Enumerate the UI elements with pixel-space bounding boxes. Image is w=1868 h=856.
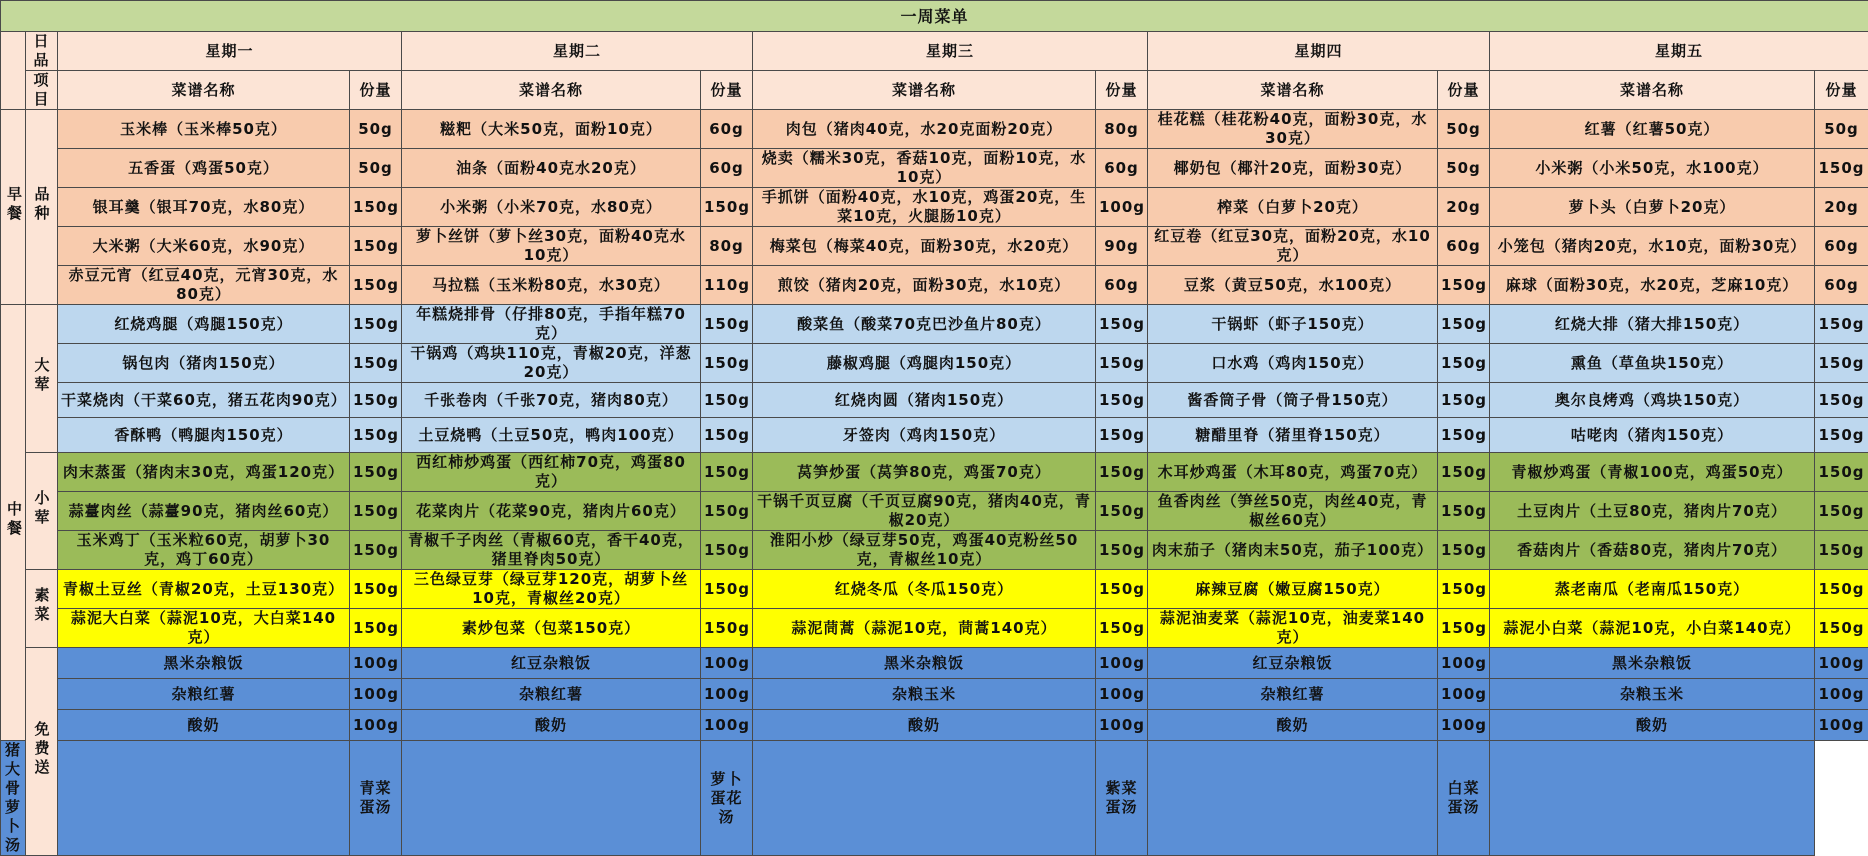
- category-label-veg: 素菜: [26, 570, 58, 648]
- qty-col-header: 份量: [350, 71, 402, 110]
- dish-qty-cell: 150g: [1096, 609, 1148, 648]
- dish-qty-cell: 150g: [350, 383, 402, 418]
- dish-qty-cell: 20g: [1438, 188, 1490, 227]
- dish-name-cell: 赤豆元宵（红豆40克，元宵30克，水80克）: [58, 266, 350, 305]
- dish-name-cell: 熏鱼（草鱼块150克）: [1490, 344, 1815, 383]
- menu-row: [1, 609, 1868, 648]
- dish-name-cell: 煎饺（猪肉20克，面粉30克，水10克）: [753, 266, 1096, 305]
- dish-qty-cell: [402, 741, 701, 856]
- dish-name-cell: 小笼包（猪肉20克，水10克，面粉30克）: [1490, 227, 1815, 266]
- qty-col-header: 份量: [1438, 71, 1490, 110]
- dish-qty-cell: 150g: [1438, 570, 1490, 609]
- dish-qty-cell: 150g: [1815, 149, 1868, 188]
- dish-name-cell: 肉包（猪肉40克，水20克面粉20克）: [753, 110, 1096, 149]
- dish-qty-cell: 150g: [1815, 383, 1868, 418]
- dish-qty-cell: 50g: [1438, 110, 1490, 149]
- menu-row: [1, 570, 1868, 609]
- dish-name-cell: 小米粥（小米50克，水100克）: [1490, 149, 1815, 188]
- dish-qty-cell: 150g: [1096, 344, 1148, 383]
- dish-name-cell: 黑米杂粮饭: [753, 648, 1096, 679]
- dish-name-cell: 青椒土豆丝（青椒20克，土豆130克）: [58, 570, 350, 609]
- dish-qty-cell: 100g: [1096, 710, 1148, 741]
- dish-name-cell: 素炒包菜（包菜150克）: [402, 609, 701, 648]
- dish-qty-cell: 150g: [350, 188, 402, 227]
- dish-name-cell: 牙签肉（鸡肉150克）: [753, 418, 1096, 453]
- dish-qty-cell: 150g: [1815, 344, 1868, 383]
- dish-name-cell: 干锅千页豆腐（千页豆腐90克，猪肉40克，青椒20克）: [753, 492, 1096, 531]
- dish-name-cell: 土豆烧鸭（土豆50克，鸭肉100克）: [402, 418, 701, 453]
- dish-qty-cell: 60g: [701, 149, 753, 188]
- dish-name-cell: 咕咾肉（猪肉150克）: [1490, 418, 1815, 453]
- menu-row: [1, 110, 1868, 149]
- corner-label-top: 日品: [26, 32, 58, 71]
- dish-qty-cell: 150g: [1096, 305, 1148, 344]
- dish-qty-cell: 150g: [1438, 492, 1490, 531]
- dish-qty-cell: 60g: [701, 110, 753, 149]
- dish-name-cell: 千张卷肉（千张70克，猪肉80克）: [402, 383, 701, 418]
- dish-qty-cell: 150g: [1438, 531, 1490, 570]
- menu-row: [1, 531, 1868, 570]
- dish-qty-cell: 150g: [350, 305, 402, 344]
- dish-qty-cell: 150g: [1815, 492, 1868, 531]
- menu-row: [1, 710, 1868, 741]
- dish-name-cell: 油条（面粉40克水20克）: [402, 149, 701, 188]
- dish-name-cell: 萝卜蛋花汤: [701, 741, 753, 856]
- menu-row: [1, 453, 1868, 492]
- dish-qty-cell: 50g: [350, 110, 402, 149]
- meal-label-breakfast: 早餐: [1, 110, 26, 305]
- dish-qty-cell: 150g: [701, 383, 753, 418]
- dish-qty-cell: 60g: [1815, 266, 1868, 305]
- dish-name-cell: 红豆杂粮饭: [1148, 648, 1438, 679]
- category-label-varieties: 品种: [26, 110, 58, 305]
- dish-name-cell: 藤椒鸡腿（鸡腿肉150克）: [753, 344, 1096, 383]
- dish-qty-cell: [1490, 741, 1815, 856]
- dish-qty-cell: 90g: [1096, 227, 1148, 266]
- dish-qty-cell: 60g: [1815, 227, 1868, 266]
- dish-qty-cell: 100g: [1096, 679, 1148, 710]
- dish-name-cell: 蒜泥大白菜（蒜泥10克，大白菜140克）: [58, 609, 350, 648]
- dish-name-cell: 桂花糕（桂花粉40克，面粉30克，水30克）: [1148, 110, 1438, 149]
- menu-title: 一周菜单: [1, 1, 1868, 32]
- dish-name-cell: 肉末茄子（猪肉末50克，茄子100克）: [1148, 531, 1438, 570]
- dish-qty-cell: 60g: [1096, 266, 1148, 305]
- dish-name-cell: 蒜薹肉丝（蒜薹90克，猪肉丝60克）: [58, 492, 350, 531]
- dish-name-cell: 酸奶: [58, 710, 350, 741]
- day-header-mon: 星期一: [58, 32, 402, 71]
- dish-qty-cell: 60g: [1438, 227, 1490, 266]
- dish-name-cell: 白菜蛋汤: [1438, 741, 1490, 856]
- dish-name-cell: 银耳羹（银耳70克，水80克）: [58, 188, 350, 227]
- day-header-wed: 星期三: [753, 32, 1148, 71]
- dish-name-cell: 红烧冬瓜（冬瓜150克）: [753, 570, 1096, 609]
- qty-col-header: 份量: [701, 71, 753, 110]
- dish-name-cell: 鱼香肉丝（笋丝50克，肉丝40克，青椒丝60克）: [1148, 492, 1438, 531]
- dish-name-cell: 萝卜丝饼（萝卜丝30克，面粉40克水10克）: [402, 227, 701, 266]
- menu-row: [1, 648, 1868, 679]
- dish-qty-cell: 150g: [1096, 570, 1148, 609]
- dish-name-cell: 麻球（面粉30克，水20克，芝麻10克）: [1490, 266, 1815, 305]
- dish-name-cell: 黑米杂粮饭: [58, 648, 350, 679]
- dish-qty-cell: 100g: [350, 648, 402, 679]
- dish-qty-cell: 150g: [1438, 418, 1490, 453]
- dish-qty-cell: 150g: [701, 453, 753, 492]
- day-header-tue: 星期二: [402, 32, 753, 71]
- dish-name-cell: 酸奶: [1490, 710, 1815, 741]
- dish-name-cell: 杂粮玉米: [1490, 679, 1815, 710]
- qty-col-header: 份量: [1815, 71, 1868, 110]
- dish-name-cell: 酱香筒子骨（筒子骨150克）: [1148, 383, 1438, 418]
- dish-qty-cell: 150g: [1096, 531, 1148, 570]
- dish-qty-cell: 150g: [350, 609, 402, 648]
- dish-qty-cell: 100g: [1096, 648, 1148, 679]
- dish-qty-cell: 150g: [350, 570, 402, 609]
- dish-qty-cell: 150g: [1815, 570, 1868, 609]
- dish-name-cell: 红豆杂粮饭: [402, 648, 701, 679]
- dish-qty-cell: 150g: [701, 492, 753, 531]
- dish-qty-cell: 150g: [1438, 344, 1490, 383]
- dish-qty-cell: 150g: [1815, 453, 1868, 492]
- dish-name-cell: 玉米鸡丁（玉米粒60克，胡萝卜30克，鸡丁60克）: [58, 531, 350, 570]
- dish-name-cell: 麻辣豆腐（嫩豆腐150克）: [1148, 570, 1438, 609]
- dish-col-header: 菜谱名称: [753, 71, 1096, 110]
- dish-name-cell: 蒜泥小白菜（蒜泥10克，小白菜140克）: [1490, 609, 1815, 648]
- dish-qty-cell: 150g: [701, 305, 753, 344]
- dish-qty-cell: 80g: [1096, 110, 1148, 149]
- category-label-free: 免费送: [26, 648, 58, 856]
- dish-name-cell: 杂粮红薯: [58, 679, 350, 710]
- category-label-side: 小荤: [26, 453, 58, 570]
- dish-name-cell: 烧卖（糯米30克，香菇10克，面粉10克，水10克）: [753, 149, 1096, 188]
- dish-qty-cell: 150g: [701, 570, 753, 609]
- dish-name-cell: 红薯（红薯50克）: [1490, 110, 1815, 149]
- dish-qty-cell: 100g: [701, 710, 753, 741]
- dish-name-cell: 椰奶包（椰汁20克，面粉30克）: [1148, 149, 1438, 188]
- dish-name-cell: 香菇肉片（香菇80克，猪肉片70克）: [1490, 531, 1815, 570]
- menu-row: [1, 227, 1868, 266]
- dish-name-cell: 花菜肉片（花菜90克，猪肉片60克）: [402, 492, 701, 531]
- dish-qty-cell: 60g: [1096, 149, 1148, 188]
- corner-spacer: [1, 32, 26, 110]
- menu-row: [1, 679, 1868, 710]
- menu-row: [1, 418, 1868, 453]
- dish-name-cell: 马拉糕（玉米粉80克，水30克）: [402, 266, 701, 305]
- dish-qty-cell: 150g: [701, 609, 753, 648]
- menu-row: [1, 188, 1868, 227]
- dish-qty-cell: 150g: [350, 344, 402, 383]
- dish-qty-cell: 50g: [1815, 110, 1868, 149]
- dish-qty-cell: [753, 741, 1096, 856]
- dish-qty-cell: [1148, 741, 1438, 856]
- dish-col-header: 菜谱名称: [1490, 71, 1815, 110]
- dish-qty-cell: 100g: [1438, 679, 1490, 710]
- dish-qty-cell: 150g: [350, 492, 402, 531]
- dish-qty-cell: 150g: [1438, 609, 1490, 648]
- dish-qty-cell: 100g: [1438, 648, 1490, 679]
- dish-name-cell: 西红柿炒鸡蛋（西红柿70克，鸡蛋80克）: [402, 453, 701, 492]
- dish-qty-cell: 50g: [1438, 149, 1490, 188]
- dish-name-cell: 糖醋里脊（猪里脊150克）: [1148, 418, 1438, 453]
- dish-name-cell: 年糕烧排骨（仔排80克，手指年糕70克）: [402, 305, 701, 344]
- dish-qty-cell: 150g: [1096, 418, 1148, 453]
- day-header-thu: 星期四: [1148, 32, 1490, 71]
- dish-name-cell: 干菜烧肉（干菜60克，猪五花肉90克）: [58, 383, 350, 418]
- dish-qty-cell: 100g: [1438, 710, 1490, 741]
- dish-name-cell: 大米粥（大米60克，水90克）: [58, 227, 350, 266]
- dish-qty-cell: 100g: [1815, 648, 1868, 679]
- dish-name-cell: 小米粥（小米70克，水80克）: [402, 188, 701, 227]
- menu-row: [1, 305, 1868, 344]
- dish-col-header: 菜谱名称: [1148, 71, 1438, 110]
- day-header-fri: 星期五: [1490, 32, 1868, 71]
- dish-qty-cell: 150g: [1096, 453, 1148, 492]
- dish-name-cell: 三色绿豆芽（绿豆芽120克，胡萝卜丝10克，青椒丝20克）: [402, 570, 701, 609]
- dish-col-header: 菜谱名称: [402, 71, 701, 110]
- dish-qty-cell: [58, 741, 350, 856]
- dish-name-cell: 木耳炒鸡蛋（木耳80克，鸡蛋70克）: [1148, 453, 1438, 492]
- dish-name-cell: 蒜泥油麦菜（蒜泥10克，油麦菜140克）: [1148, 609, 1438, 648]
- dish-name-cell: 杂粮红薯: [402, 679, 701, 710]
- dish-qty-cell: 100g: [350, 710, 402, 741]
- dish-name-cell: 玉米棒（玉米棒50克）: [58, 110, 350, 149]
- dish-name-cell: 青菜蛋汤: [350, 741, 402, 856]
- dish-qty-cell: 150g: [701, 531, 753, 570]
- dish-qty-cell: 150g: [350, 227, 402, 266]
- dish-name-cell: 红豆卷（红豆30克，面粉20克，水10克）: [1148, 227, 1438, 266]
- dish-qty-cell: 100g: [350, 679, 402, 710]
- menu-row: [1, 492, 1868, 531]
- dish-name-cell: 豆浆（黄豆50克，水100克）: [1148, 266, 1438, 305]
- dish-name-cell: 香酥鸭（鸭腿肉150克）: [58, 418, 350, 453]
- dish-name-cell: 梅菜包（梅菜40克，面粉30克，水20克）: [753, 227, 1096, 266]
- dish-name-cell: 红烧肉圆（猪肉150克）: [753, 383, 1096, 418]
- dish-name-cell: 莴笋炒蛋（莴笋80克，鸡蛋70克）: [753, 453, 1096, 492]
- dish-qty-cell: 110g: [701, 266, 753, 305]
- dish-name-cell: 酸奶: [1148, 710, 1438, 741]
- dish-name-cell: 紫菜蛋汤: [1096, 741, 1148, 856]
- dish-qty-cell: 100g: [1096, 188, 1148, 227]
- menu-row: [1, 383, 1868, 418]
- dish-qty-cell: 150g: [1438, 305, 1490, 344]
- dish-name-cell: 青椒千子肉丝（青椒60克，香干40克，猪里脊肉50克）: [402, 531, 701, 570]
- dish-name-cell: 杂粮红薯: [1148, 679, 1438, 710]
- category-label-main: 大荤: [26, 305, 58, 453]
- dish-name-cell: 猪大骨萝卜汤: [1, 741, 26, 856]
- dish-name-cell: 杂粮玉米: [753, 679, 1096, 710]
- dish-qty-cell: 100g: [701, 679, 753, 710]
- dish-name-cell: 糍粑（大米50克，面粉10克）: [402, 110, 701, 149]
- dish-qty-cell: 100g: [1815, 679, 1868, 710]
- dish-qty-cell: 150g: [1438, 383, 1490, 418]
- dish-qty-cell: 80g: [701, 227, 753, 266]
- dish-name-cell: 酸奶: [753, 710, 1096, 741]
- dish-name-cell: 手抓饼（面粉40克，水10克，鸡蛋20克，生菜10克，火腿肠10克）: [753, 188, 1096, 227]
- dish-name-cell: 干锅鸡（鸡块110克，青椒20克，洋葱20克）: [402, 344, 701, 383]
- dish-name-cell: 萝卜头（白萝卜20克）: [1490, 188, 1815, 227]
- dish-name-cell: 酸菜鱼（酸菜70克巴沙鱼片80克）: [753, 305, 1096, 344]
- dish-name-cell: 锅包肉（猪肉150克）: [58, 344, 350, 383]
- dish-qty-cell: 150g: [350, 531, 402, 570]
- dish-qty-cell: 150g: [1438, 453, 1490, 492]
- dish-qty-cell: 50g: [350, 149, 402, 188]
- dish-qty-cell: 150g: [701, 188, 753, 227]
- dish-qty-cell: 150g: [1815, 609, 1868, 648]
- dish-name-cell: 青椒炒鸡蛋（青椒100克，鸡蛋50克）: [1490, 453, 1815, 492]
- dish-qty-cell: 150g: [1815, 418, 1868, 453]
- dish-name-cell: 酸奶: [402, 710, 701, 741]
- dish-name-cell: 蒜泥茼蒿（蒜泥10克，茼蒿140克）: [753, 609, 1096, 648]
- dish-name-cell: 蒸老南瓜（老南瓜150克）: [1490, 570, 1815, 609]
- qty-col-header: 份量: [1096, 71, 1148, 110]
- dish-qty-cell: 100g: [701, 648, 753, 679]
- dish-qty-cell: 150g: [1438, 266, 1490, 305]
- dish-qty-cell: 20g: [1815, 188, 1868, 227]
- dish-col-header: 菜谱名称: [58, 71, 350, 110]
- dish-name-cell: 淮阳小炒（绿豆芽50克，鸡蛋40克粉丝50克，青椒丝10克）: [753, 531, 1096, 570]
- dish-name-cell: 红烧鸡腿（鸡腿150克）: [58, 305, 350, 344]
- dish-qty-cell: 100g: [1815, 710, 1868, 741]
- dish-qty-cell: 150g: [1815, 531, 1868, 570]
- dish-name-cell: 干锅虾（虾子150克）: [1148, 305, 1438, 344]
- dish-name-cell: 五香蛋（鸡蛋50克）: [58, 149, 350, 188]
- dish-qty-cell: 150g: [701, 418, 753, 453]
- dish-name-cell: 红烧大排（猪大排150克）: [1490, 305, 1815, 344]
- dish-qty-cell: 150g: [1815, 305, 1868, 344]
- dish-qty-cell: 150g: [701, 344, 753, 383]
- dish-name-cell: 榨菜（白萝卜20克）: [1148, 188, 1438, 227]
- meal-label-lunch: 中餐: [1, 305, 26, 741]
- dish-name-cell: 口水鸡（鸡肉150克）: [1148, 344, 1438, 383]
- menu-row: [1, 266, 1868, 305]
- menu-row: [1, 344, 1868, 383]
- dish-name-cell: 奥尔良烤鸡（鸡块150克）: [1490, 383, 1815, 418]
- dish-name-cell: 黑米杂粮饭: [1490, 648, 1815, 679]
- dish-qty-cell: 150g: [1096, 383, 1148, 418]
- dish-name-cell: 土豆肉片（土豆80克，猪肉片70克）: [1490, 492, 1815, 531]
- menu-row: [1, 741, 1868, 856]
- menu-row: [1, 149, 1868, 188]
- dish-name-cell: 肉末蒸蛋（猪肉末30克，鸡蛋120克）: [58, 453, 350, 492]
- dish-qty-cell: 150g: [350, 453, 402, 492]
- corner-label-bottom: 项目: [26, 71, 58, 110]
- dish-qty-cell: 150g: [1096, 492, 1148, 531]
- dish-qty-cell: 150g: [350, 418, 402, 453]
- dish-qty-cell: 150g: [350, 266, 402, 305]
